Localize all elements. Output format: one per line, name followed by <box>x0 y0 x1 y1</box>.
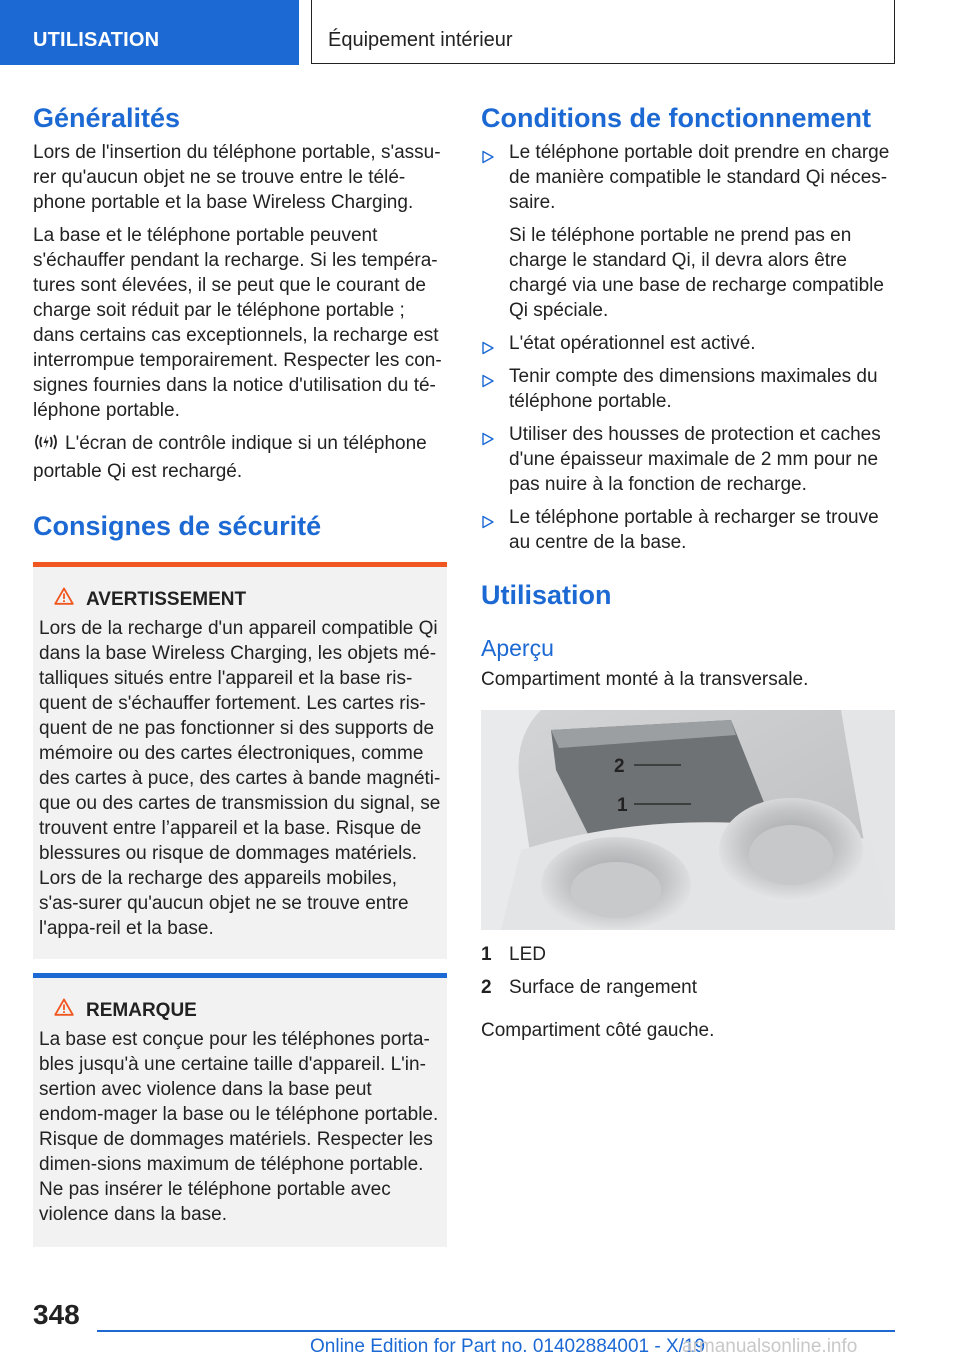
chapter-header <box>311 0 895 64</box>
edition-text: Online Edition for Part no. 01402884001 - X/19 <box>310 1336 706 1357</box>
chapter-label: Équipement intérieur <box>328 29 513 51</box>
section-label: UTILISATION <box>33 29 160 51</box>
legend-item <box>481 942 895 967</box>
condition-text: Le téléphone portable doit prendre en charge de manière compatible le standard Qi néces-saire. <box>509 142 890 213</box>
left-column <box>33 100 447 1247</box>
list-item <box>481 364 895 414</box>
legend-label: Surface de rangement <box>509 977 698 998</box>
notice-text: La base est conçue pour les téléphones porta-bles jusqu'à une certaine taille d'appareil. L'in-sertion avec violence dans la base peut endom-mager la base ou le téléphone portable. Risque de dommages matériels. Respecter les dimen-sions maximum de téléphone portable. Ne pas insérer le téléphone portable avec violence dans la base. <box>39 1029 439 1225</box>
subheading-overview: Aperçu <box>481 635 554 661</box>
page-number: 348 <box>33 1299 80 1330</box>
conditions-list <box>481 140 895 555</box>
arrow-bullet-icon <box>481 511 495 536</box>
warning-text: Lors de la recharge d'un appareil compatible Qi dans la base Wireless Charging, les objets mé-talliques situés entre l'appareil et la base ris-quent de s'échauffer fortement. Les cartes ris-quent de ne pas fonctionner si des supports de mémoire ou des cartes électroniques, comme des cartes à puce, des cartes à bande magnéti-que ou des cartes de transmission du signal, se trouvent entre l’appareil et la base. Risque de blessures ou risque de dommages matériels. Lors de la recharge des appareils mobiles, s'as-surer qu'aucun objet ne se trouve entre l'appa-reil et la base. <box>39 618 441 939</box>
list-item <box>481 422 895 497</box>
condition-text: L'état opérationnel est activé. <box>509 333 756 354</box>
list-item <box>481 331 895 356</box>
arrow-bullet-icon <box>481 370 495 395</box>
condition-subtext: Si le téléphone portable ne prend pas en charge le standard Qi, il devra alors être chargé via une base de recharge compatible Qi spéciale. <box>509 225 884 321</box>
compartment-photo <box>481 710 895 930</box>
arrow-bullet-icon <box>481 428 495 453</box>
list-item <box>481 505 895 555</box>
heading-use: Utilisation <box>481 580 612 610</box>
notice-title-row <box>39 998 441 1023</box>
heading-general: Généralités <box>33 103 181 133</box>
warning-triangle-icon <box>54 587 74 612</box>
heading-safety: Consignes de sécurité <box>33 511 322 541</box>
status-text: L'écran de contrôle indique si un téléphone portable Qi est rechargé. <box>33 433 427 482</box>
notice-box <box>33 973 447 1247</box>
watermark-text: armanualsonline.info <box>682 1336 858 1357</box>
paragraph-status <box>33 431 447 484</box>
right-column <box>481 100 895 1043</box>
callout-2: 2 <box>614 756 625 777</box>
arrow-bullet-icon <box>481 337 495 362</box>
heading-conditions: Conditions de fonctionnement <box>481 103 871 133</box>
left-compartment-text: Compartiment côté gauche. <box>481 1020 715 1041</box>
condition-text: Le téléphone portable à recharger se trouve au centre de la base. <box>509 507 879 553</box>
legend-item <box>481 975 895 1000</box>
paragraph-insertion: Lors de l'insertion du téléphone portable, s'assu-rer qu'aucun objet ne se trouve entre le télé-phone portable et la base Wireless Charging. <box>33 142 441 213</box>
arrow-bullet-icon <box>481 146 495 171</box>
paragraph-heating: La base et le téléphone portable peuvent s'échauffer pendant la recharge. Si les tempéra-tures sont élevées, il se peut que le courant de charge soit réduit par le téléphone portable ; dans certains cas exceptionnels, la recharge est interrompue temporairement. Respecter les con-signes fournies dans la notice d'utilisation du té-léphone portable. <box>33 225 442 421</box>
warning-triangle-icon <box>54 998 74 1023</box>
callout-1: 1 <box>617 795 628 816</box>
footer-divider <box>97 1330 895 1332</box>
condition-text: Utiliser des housses de protection et caches d'une épaisseur maximale de 2 mm pour ne pas nuire à la fonction de recharge. <box>509 424 881 495</box>
overview-text: Compartiment monté à la transversale. <box>481 669 809 690</box>
legend-number: 1 <box>481 944 492 965</box>
warning-box <box>33 562 447 959</box>
legend-number: 2 <box>481 977 492 998</box>
warning-title: AVERTISSEMENT <box>86 589 247 610</box>
legend-label: LED <box>509 944 546 965</box>
warning-title-row <box>39 587 441 612</box>
notice-title: REMARQUE <box>86 1000 197 1021</box>
section-tab <box>0 0 299 65</box>
condition-text: Tenir compte des dimensions maximales du téléphone portable. <box>509 366 878 412</box>
charging-status-icon <box>33 432 59 459</box>
list-item <box>481 140 895 323</box>
